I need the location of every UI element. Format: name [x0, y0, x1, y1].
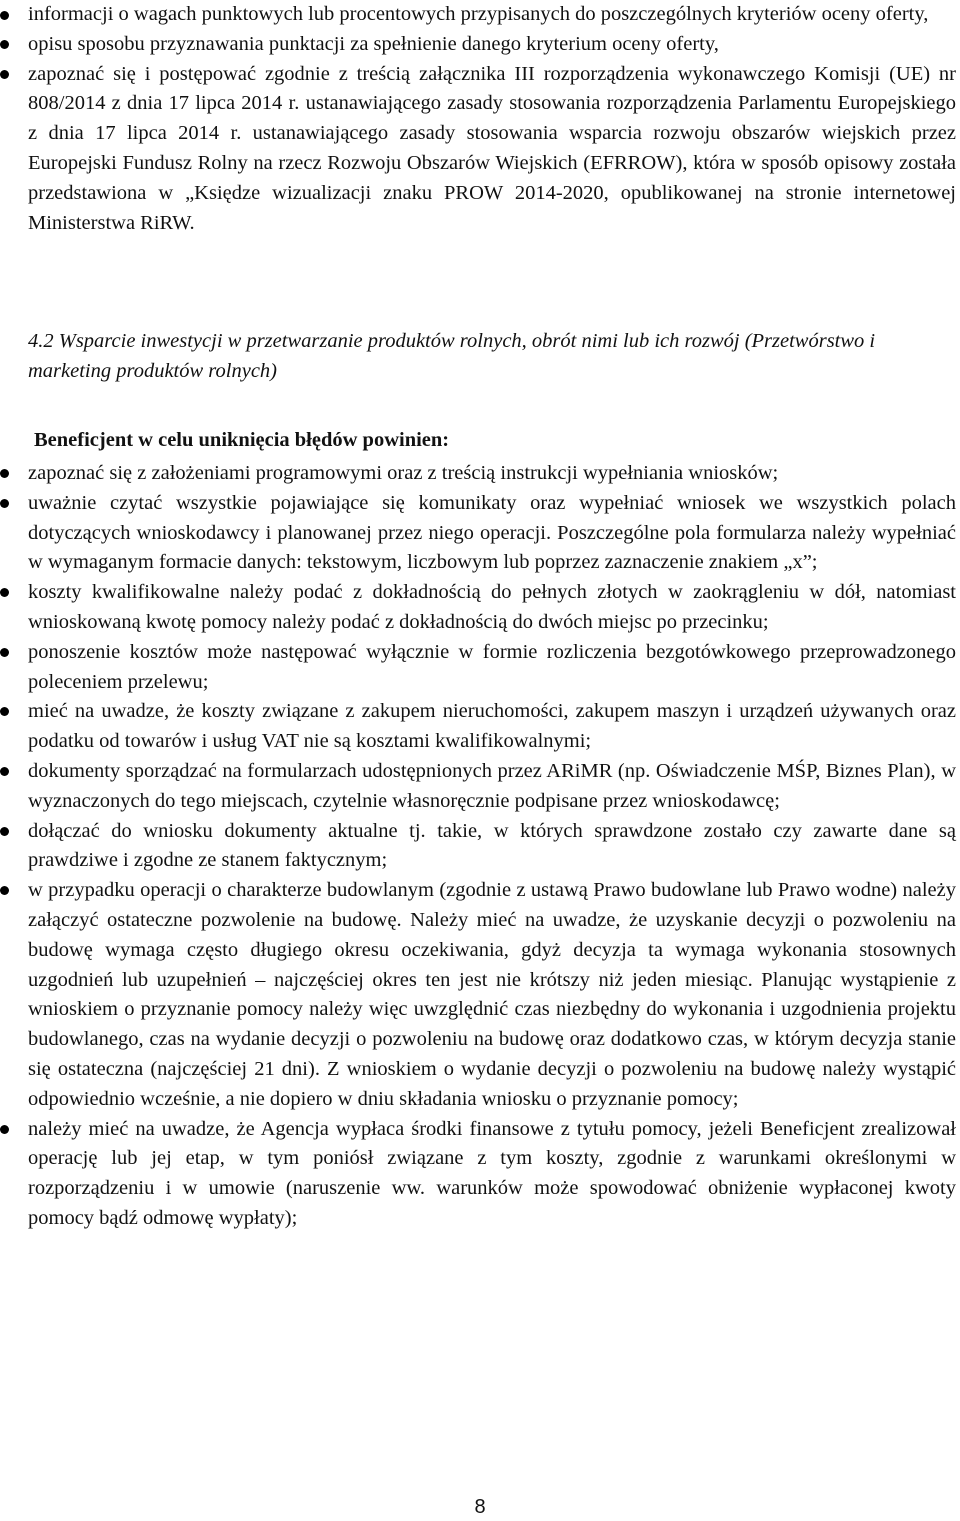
list-item-text: należy mieć na uwadze, że Agencja wypłaca środki finansowe z tytułu pomocy, jeżeli Beneficjent zrealizował operację lub jej etap, w tym poniósł związane z tym koszty, zgodnie z warunkami określonymi w rozporządzeniu i w umowie (naruszenie ww. warunków może spowodować obniżenie wypłaconej kwoty pomocy bądź odmowę wypłaty);	[28, 1117, 956, 1229]
list-item	[0, 0, 956, 30]
bullet-icon	[0, 469, 9, 478]
page-number: 8	[474, 1496, 486, 1518]
list-item-text: ponoszenie kosztów może następować wyłącznie w formie rozliczenia bezgotówkowego przeprowadzonego poleceniem przelewu;	[28, 640, 956, 693]
bullet-icon	[0, 11, 9, 20]
bullet-icon	[0, 707, 9, 716]
list-item-text: dokumenty sporządzać na formularzach udostępnionych przez ARiMR (np. Oświadczenie MŚP, Biznes Plan), w wyznaczonych do tego miejscach, czytelnie własnoręcznie podpisane przez wnioskodawcę;	[28, 759, 956, 812]
list-item	[0, 60, 956, 239]
list-item	[0, 817, 956, 877]
list-item-text: dołączać do wniosku dokumenty aktualne tj. takie, w których sprawdzone zostało czy zawarte dane są prawdziwe i zgodne ze stanem faktycznym;	[28, 819, 956, 872]
list-item-text: informacji o wagach punktowych lub procentowych przypisanych do poszczególnych kryteriów oceny oferty,	[28, 3, 929, 25]
bullet-icon	[0, 588, 9, 597]
list-item-text: uważnie czytać wszystkie pojawiające się komunikaty oraz wypełniać wniosek we wszystkich polach dotyczących wnioskodawcy i planowanej przez niego operacji. Poszczególne pola formularza należy wypełniać w wymaganym formacie danych: tekstowym, liczbowym lub poprzez zaznaczenie znakiem „x”;	[28, 491, 956, 574]
list-item-text: opisu sposobu przyznawania punktacji za spełnienie danego kryterium oceny oferty,	[28, 32, 719, 55]
bullet-icon	[0, 648, 9, 657]
list-item-text: zapoznać się z założeniami programowymi oraz z treścią instrukcji wypełniania wniosków;	[28, 462, 779, 484]
bullet-icon	[0, 70, 9, 79]
bullet-icon	[0, 1125, 9, 1134]
bullet-icon	[0, 499, 9, 508]
main-bullet-list	[0, 459, 956, 1234]
top-bullet-list	[0, 0, 956, 238]
list-item	[0, 459, 956, 489]
bullet-icon	[0, 767, 9, 776]
list-item	[0, 757, 956, 817]
list-item	[0, 578, 956, 638]
list-item-text: mieć na uwadze, że koszty związane z zakupem nieruchomości, zakupem maszyn i urządzeń używanych oraz podatku od towarów i usług VAT nie są kosztami kwalifikowalnymi;	[28, 700, 956, 753]
bullet-icon	[0, 40, 9, 49]
bullet-icon	[0, 827, 9, 836]
intro-heading: Beneficjent w celu uniknięcia błędów powinien:	[34, 429, 450, 451]
list-item-text: koszty kwalifikowalne należy podać z dokładnością do pełnych złotych w zaokrągleniu w dół, natomiast wnioskowaną kwotę pomocy należy podać z dokładnością do dwóch miejsc po przecinku;	[28, 581, 956, 633]
list-item	[0, 489, 956, 578]
list-item	[0, 638, 956, 698]
list-item	[0, 876, 956, 1114]
list-item	[0, 697, 956, 757]
list-item-text: zapoznać się i postępować zgodnie z treścią załącznika III rozporządzenia wykonawczego Komisji (UE) nr 808/2014 z dnia 17 lipca 2014 r. ustanawiającego zasady stosowania rozporządzenia Parlamentu Europejskiego z dnia 17 lipca 2014 r. ustanawiającego zasady stosowania wsparcia rozwoju obszarów wiejskich przez Europejski Fundusz Rolny na rzecz Rozwoju Obszarów Wiejskich (EFRROW), która w sposób opisowy została przedstawiona w „Księdze wizualizacji znaku PROW 2014-2020, opublikowanej na stronie internetowej Ministerstwa RiRW.	[28, 62, 956, 234]
bullet-icon	[0, 886, 9, 895]
list-item-text: w przypadku operacji o charakterze budowlanym (zgodnie z ustawą Prawo budowlane lub Prawo wodne) należy załączyć ostateczne pozwolenie na budowę. Należy mieć na uwadze, że uzyskanie decyzji o pozwoleniu na budowę wymaga często długiego okresu oczekiwania, gdyż decyzja ta wymaga wykonania stosownych uzgodnień lub uzupełnień – najczęściej okres ten jest nie krótszy niż jeden miesiąc. Planując wystąpienie z wnioskiem o przyznanie pomocy należy więc uwzględnić czas niezbędny do wykonania i uzgodnienia projektu budowlanego, czas na wydanie decyzji o pozwoleniu na budowę oraz dodatkowo czas, w którym decyzja stanie się ostateczna (najczęściej 21 dni). Z wnioskiem o wydanie decyzji o pozwoleniu na budowę należy wystąpić odpowiednio wcześnie, a nie dopiero w dniu składania wniosku o przyznanie pomocy;	[28, 879, 956, 1110]
list-item	[0, 1115, 956, 1234]
section-heading: 4.2 Wsparcie inwestycji w przetwarzanie produktów rolnych, obrót nimi lub ich rozwój (Przetwórstwo i marketing produktów rolnych)	[28, 330, 876, 382]
list-item	[0, 30, 956, 60]
